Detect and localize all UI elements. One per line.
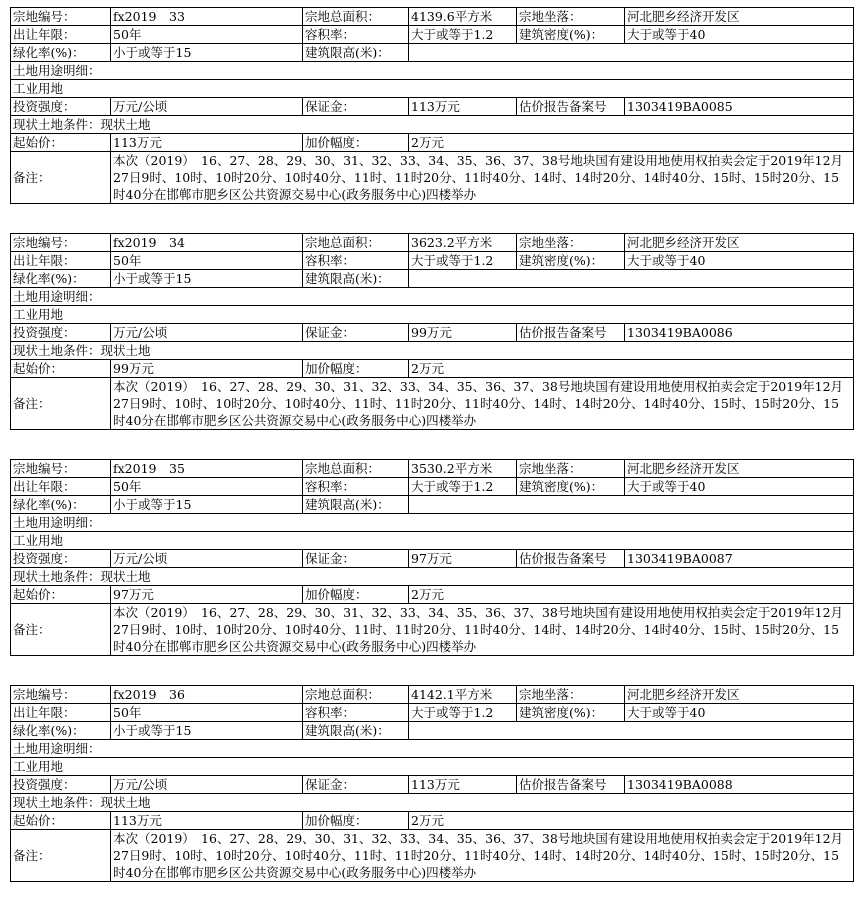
status-text: 现状土地条件：现状土地: [11, 342, 854, 360]
row-remark: [11, 152, 854, 204]
deposit-value: 113万元: [409, 776, 517, 794]
row-price: [11, 586, 854, 604]
remark-label: 备注：: [11, 152, 111, 204]
term-value: 50年: [111, 704, 303, 722]
total-area-label: 宗地总面积：: [303, 460, 409, 478]
term-value: 50年: [111, 478, 303, 496]
parcel-no-label: 宗地编号：: [11, 234, 111, 252]
green-rate-label: 绿化率(%)：: [11, 496, 111, 514]
plot-ratio-label: 容积率：: [303, 26, 409, 44]
investment-label: 投资强度：: [11, 98, 111, 116]
increment-label: 加价幅度：: [303, 586, 409, 604]
location-label: 宗地坐落：: [517, 8, 625, 26]
total-area-label: 宗地总面积：: [303, 686, 409, 704]
parcel-no-value: fx2019 36: [111, 686, 303, 704]
report-no-label: 估价报告备案号: [517, 550, 625, 568]
location-label: 宗地坐落：: [517, 234, 625, 252]
report-no-label: 估价报告备案号: [517, 324, 625, 342]
location-value: 河北肥乡经济开发区: [625, 234, 854, 252]
plot-ratio-value: 大于或等于1.2: [409, 26, 517, 44]
deposit-label: 保证金：: [303, 98, 409, 116]
row-status: [11, 342, 854, 360]
parcel-no-label: 宗地编号：: [11, 686, 111, 704]
row-remark: [11, 830, 854, 882]
row-land-use-label: [11, 62, 854, 80]
green-rate-value: 小于或等于15: [111, 496, 303, 514]
row-land-use-value: [11, 306, 854, 324]
investment-label: 投资强度：: [11, 324, 111, 342]
density-label: 建筑密度(%)：: [517, 478, 625, 496]
report-no-value: 1303419BA0085: [625, 98, 854, 116]
term-label: 出让年限：: [11, 26, 111, 44]
total-area-value: 4139.6平方米: [409, 8, 517, 26]
report-no-label: 估价报告备案号: [517, 776, 625, 794]
deposit-value: 97万元: [409, 550, 517, 568]
total-area-label: 宗地总面积：: [303, 234, 409, 252]
height-limit-value: [409, 496, 854, 514]
row-basic: [11, 234, 854, 252]
start-price-label: 起始价：: [11, 360, 111, 378]
start-price-label: 起始价：: [11, 586, 111, 604]
row-land-use-label: [11, 288, 854, 306]
parcel-table: [10, 685, 854, 882]
density-label: 建筑密度(%)：: [517, 252, 625, 270]
row-investment: [11, 550, 854, 568]
height-limit-label: 建筑限高(米)：: [303, 722, 409, 740]
plot-ratio-value: 大于或等于1.2: [409, 704, 517, 722]
parcel-no-label: 宗地编号：: [11, 8, 111, 26]
green-rate-value: 小于或等于15: [111, 44, 303, 62]
deposit-value: 113万元: [409, 98, 517, 116]
density-label: 建筑密度(%)：: [517, 704, 625, 722]
total-area-value: 4142.1平方米: [409, 686, 517, 704]
deposit-value: 99万元: [409, 324, 517, 342]
green-rate-value: 小于或等于15: [111, 270, 303, 288]
start-price-value: 113万元: [111, 134, 303, 152]
row-investment: [11, 776, 854, 794]
location-value: 河北肥乡经济开发区: [625, 686, 854, 704]
remark-value: 本次（2019） 16、27、28、29、30、31、32、33、34、35、36、37、38号地块国有建设用地使用权拍卖会定于2019年12月27日9时、10时、10时20分、10时40分、11时、11时20分、11时40分、14时、14时20分、14时40分、15时、15时20分、15时40分在邯郸市肥乡区公共资源交易中心(政务服务中心)四楼举办: [111, 378, 854, 430]
status-text: 现状土地条件：现状土地: [11, 794, 854, 812]
land-use-value: 工业用地: [11, 532, 854, 550]
row-land-use-value: [11, 758, 854, 776]
deposit-label: 保证金：: [303, 776, 409, 794]
density-value: 大于或等于40: [625, 26, 854, 44]
green-rate-label: 绿化率(%)：: [11, 44, 111, 62]
parcel-no-value: fx2019 35: [111, 460, 303, 478]
remark-value: 本次（2019） 16、27、28、29、30、31、32、33、34、35、36、37、38号地块国有建设用地使用权拍卖会定于2019年12月27日9时、10时、10时20分、10时40分、11时、11时20分、11时40分、14时、14时20分、14时40分、15时、15时20分、15时40分在邯郸市肥乡区公共资源交易中心(政务服务中心)四楼举办: [111, 152, 854, 204]
deposit-label: 保证金：: [303, 550, 409, 568]
row-price: [11, 360, 854, 378]
total-area-value: 3623.2平方米: [409, 234, 517, 252]
start-price-value: 99万元: [111, 360, 303, 378]
plot-ratio-label: 容积率：: [303, 478, 409, 496]
status-text: 现状土地条件：现状土地: [11, 116, 854, 134]
row-land-use-value: [11, 532, 854, 550]
report-no-value: 1303419BA0088: [625, 776, 854, 794]
green-rate-value: 小于或等于15: [111, 722, 303, 740]
report-no-value: 1303419BA0087: [625, 550, 854, 568]
total-area-label: 宗地总面积：: [303, 8, 409, 26]
row-term: [11, 704, 854, 722]
investment-label: 投资强度：: [11, 550, 111, 568]
land-use-detail-label: 土地用途明细：: [11, 514, 854, 532]
row-green: [11, 496, 854, 514]
increment-label: 加价幅度：: [303, 134, 409, 152]
green-rate-label: 绿化率(%)：: [11, 722, 111, 740]
remark-value: 本次（2019） 16、27、28、29、30、31、32、33、34、35、36、37、38号地块国有建设用地使用权拍卖会定于2019年12月27日9时、10时、10时20分、10时40分、11时、11时20分、11时40分、14时、14时20分、14时40分、15时、15时20分、15时40分在邯郸市肥乡区公共资源交易中心(政务服务中心)四楼举办: [111, 830, 854, 882]
total-area-value: 3530.2平方米: [409, 460, 517, 478]
row-green: [11, 722, 854, 740]
plot-ratio-label: 容积率：: [303, 704, 409, 722]
height-limit-label: 建筑限高(米)：: [303, 496, 409, 514]
row-land-use-label: [11, 514, 854, 532]
row-term: [11, 252, 854, 270]
height-limit-label: 建筑限高(米)：: [303, 44, 409, 62]
row-remark: [11, 604, 854, 656]
land-use-detail-label: 土地用途明细：: [11, 62, 854, 80]
density-value: 大于或等于40: [625, 252, 854, 270]
increment-value: 2万元: [409, 134, 854, 152]
land-use-value: 工业用地: [11, 306, 854, 324]
parcel-table: [10, 7, 854, 204]
row-green: [11, 270, 854, 288]
parcel-no-label: 宗地编号：: [11, 460, 111, 478]
investment-value: 万元/公顷: [111, 776, 303, 794]
term-label: 出让年限：: [11, 478, 111, 496]
row-term: [11, 26, 854, 44]
height-limit-value: [409, 44, 854, 62]
height-limit-value: [409, 722, 854, 740]
start-price-value: 113万元: [111, 812, 303, 830]
row-investment: [11, 324, 854, 342]
density-value: 大于或等于40: [625, 478, 854, 496]
increment-label: 加价幅度：: [303, 812, 409, 830]
row-status: [11, 568, 854, 586]
density-value: 大于或等于40: [625, 704, 854, 722]
increment-value: 2万元: [409, 360, 854, 378]
status-text: 现状土地条件：现状土地: [11, 568, 854, 586]
increment-label: 加价幅度：: [303, 360, 409, 378]
land-use-detail-label: 土地用途明细：: [11, 740, 854, 758]
remark-value: 本次（2019） 16、27、28、29、30、31、32、33、34、35、36、37、38号地块国有建设用地使用权拍卖会定于2019年12月27日9时、10时、10时20分、10时40分、11时、11时20分、11时40分、14时、14时20分、14时40分、15时、15时20分、15时40分在邯郸市肥乡区公共资源交易中心(政务服务中心)四楼举办: [111, 604, 854, 656]
increment-value: 2万元: [409, 812, 854, 830]
row-term: [11, 478, 854, 496]
parcel-no-value: fx2019 33: [111, 8, 303, 26]
parcel-no-value: fx2019 34: [111, 234, 303, 252]
remark-label: 备注：: [11, 604, 111, 656]
row-basic: [11, 8, 854, 26]
height-limit-value: [409, 270, 854, 288]
start-price-value: 97万元: [111, 586, 303, 604]
parcel-table: [10, 233, 854, 430]
row-basic: [11, 686, 854, 704]
start-price-label: 起始价：: [11, 134, 111, 152]
land-use-value: 工业用地: [11, 758, 854, 776]
term-label: 出让年限：: [11, 704, 111, 722]
location-label: 宗地坐落：: [517, 686, 625, 704]
investment-value: 万元/公顷: [111, 550, 303, 568]
row-status: [11, 794, 854, 812]
plot-ratio-value: 大于或等于1.2: [409, 478, 517, 496]
row-basic: [11, 460, 854, 478]
deposit-label: 保证金：: [303, 324, 409, 342]
report-no-value: 1303419BA0086: [625, 324, 854, 342]
row-status: [11, 116, 854, 134]
row-land-use-value: [11, 80, 854, 98]
location-label: 宗地坐落：: [517, 460, 625, 478]
row-price: [11, 812, 854, 830]
parcel-table: [10, 459, 854, 656]
start-price-label: 起始价：: [11, 812, 111, 830]
term-value: 50年: [111, 26, 303, 44]
row-price: [11, 134, 854, 152]
plot-ratio-value: 大于或等于1.2: [409, 252, 517, 270]
height-limit-label: 建筑限高(米)：: [303, 270, 409, 288]
location-value: 河北肥乡经济开发区: [625, 8, 854, 26]
increment-value: 2万元: [409, 586, 854, 604]
term-value: 50年: [111, 252, 303, 270]
term-label: 出让年限：: [11, 252, 111, 270]
report-no-label: 估价报告备案号: [517, 98, 625, 116]
land-use-value: 工业用地: [11, 80, 854, 98]
investment-value: 万元/公顷: [111, 324, 303, 342]
remark-label: 备注：: [11, 830, 111, 882]
density-label: 建筑密度(%)：: [517, 26, 625, 44]
row-remark: [11, 378, 854, 430]
investment-value: 万元/公顷: [111, 98, 303, 116]
row-green: [11, 44, 854, 62]
row-investment: [11, 98, 854, 116]
land-use-detail-label: 土地用途明细：: [11, 288, 854, 306]
investment-label: 投资强度：: [11, 776, 111, 794]
plot-ratio-label: 容积率：: [303, 252, 409, 270]
location-value: 河北肥乡经济开发区: [625, 460, 854, 478]
green-rate-label: 绿化率(%)：: [11, 270, 111, 288]
row-land-use-label: [11, 740, 854, 758]
remark-label: 备注：: [11, 378, 111, 430]
